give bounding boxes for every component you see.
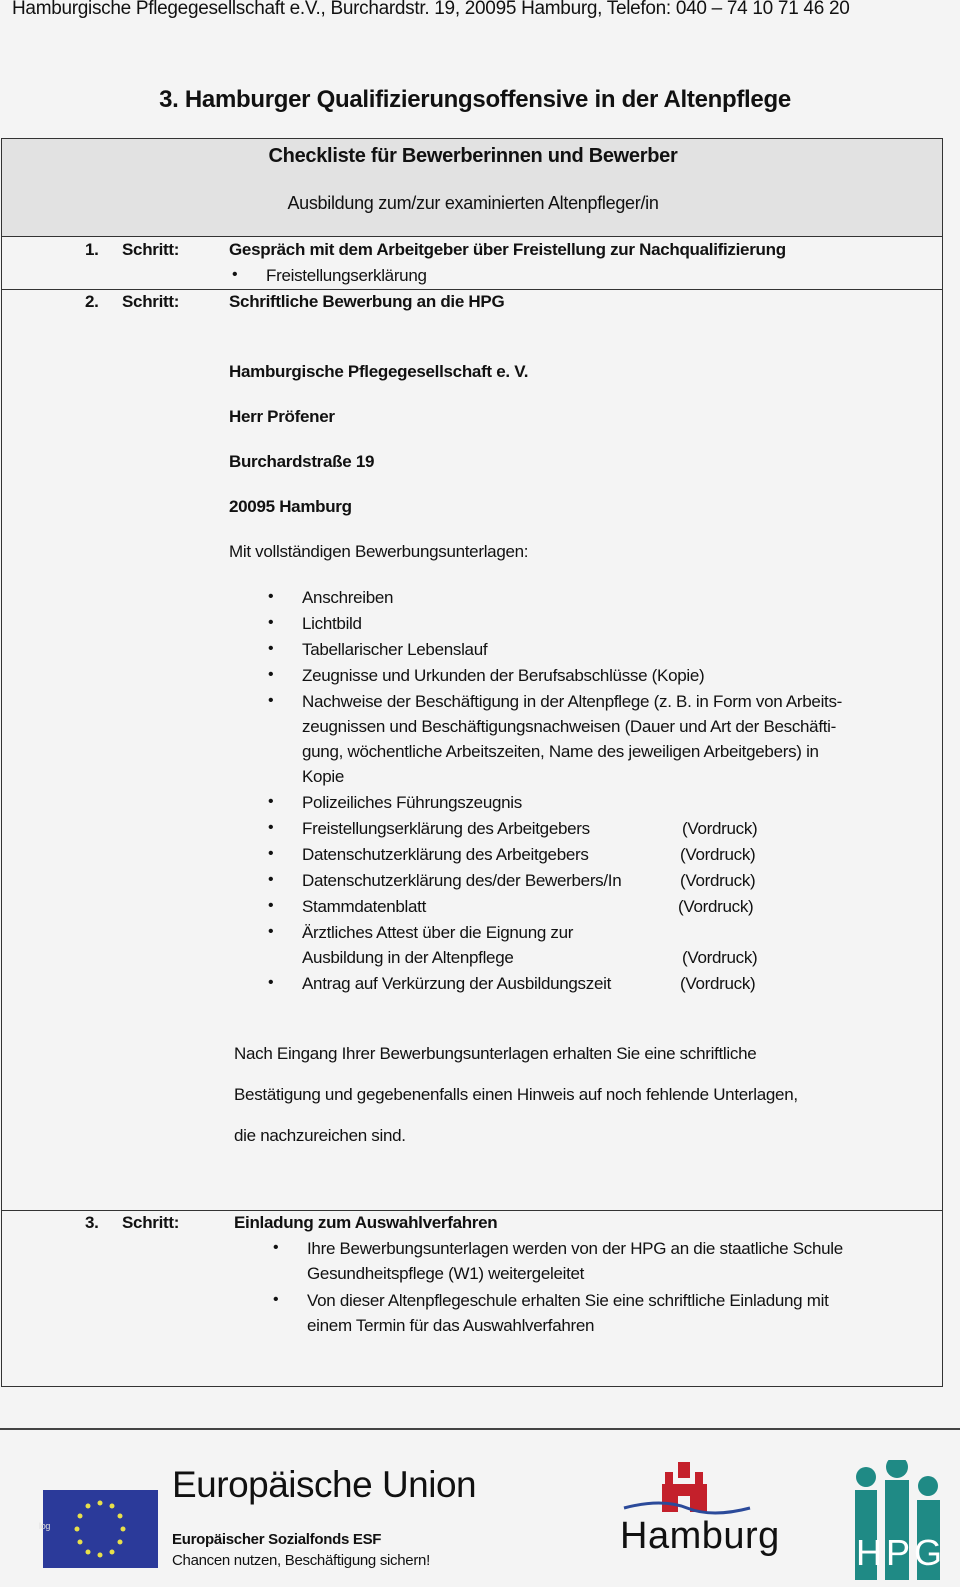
address-line: Hamburgische Pflegegesellschaft e. V. xyxy=(229,362,529,381)
form-label: Ausbildung in der Altenpflege xyxy=(302,948,514,967)
form-label: Freistellungserklärung des Arbeitgebers xyxy=(302,819,590,838)
eu-tag: log xyxy=(39,1521,51,1531)
address-line: Herr Pröfener xyxy=(229,407,335,426)
list-item: • Tabellarischer Lebenslauf xyxy=(302,640,487,660)
divider xyxy=(1,1210,943,1211)
table-border-right xyxy=(942,138,943,1387)
box-title: Checkliste für Bewerberinnen und Bewerber xyxy=(268,145,678,167)
list-item-cont: zeugnissen und Beschäftigungsnachweisen (Dauer und Art der Beschäfti- xyxy=(302,717,837,736)
list-item-cont: Gesundheitspflege (W1) weitergeleitet xyxy=(307,1264,585,1283)
divider xyxy=(1,289,943,290)
list-item-cont: Kopie xyxy=(302,767,344,786)
hamburg-castle-icon xyxy=(622,1462,752,1522)
note-text: Bestätigung und gegebenenfalls einen Hinweis auf noch fehlende Unterlagen, xyxy=(234,1085,798,1104)
form-tag: (Vordruck) xyxy=(680,974,756,993)
form-tag: (Vordruck) xyxy=(680,845,756,864)
list-item-cont: einem Termin für das Auswahlverfahren xyxy=(307,1316,595,1335)
list-item: • Von dieser Altenpflegeschule erhalten Sie eine schriftliche Einladung mit xyxy=(307,1291,829,1311)
eu-title: Europäische Union xyxy=(172,1464,477,1505)
step-label: Schritt: xyxy=(122,240,180,259)
address-line: 20095 Hamburg xyxy=(229,497,352,516)
list-item: • Ärztliches Attest über die Eignung zur xyxy=(302,923,573,943)
step-title: Schriftliche Bewerbung an die HPG xyxy=(229,292,505,311)
form-tag: (Vordruck) xyxy=(682,819,758,838)
step-label: Schritt: xyxy=(122,1213,180,1232)
list-item-cont: gung, wöchentliche Arbeitszeiten, Name des jeweiligen Arbeitgebers) in xyxy=(302,742,819,761)
address-line: Burchardstraße 19 xyxy=(229,452,375,471)
step-number: 3. xyxy=(85,1213,99,1232)
form-item xyxy=(302,948,782,968)
list-item: • Anschreiben xyxy=(302,588,393,608)
note-text: Nach Eingang Ihrer Bewerbungsunterlagen erhalten Sie eine schriftliche xyxy=(234,1044,757,1063)
table-border-left xyxy=(1,138,2,1387)
form-tag: (Vordruck) xyxy=(680,871,756,890)
list-item: • Ihre Bewerbungsunterlagen werden von der HPG an die staatliche Schule xyxy=(307,1239,843,1259)
step-number: 1. xyxy=(85,240,99,259)
eu-flag-icon xyxy=(39,1490,158,1568)
form-tag: (Vordruck) xyxy=(682,948,758,967)
hpg-wordmark: HPG xyxy=(856,1532,947,1573)
form-item xyxy=(302,819,782,839)
form-label: Antrag auf Verkürzung der Ausbildungszeit xyxy=(302,974,612,993)
header-line: Hamburgische Pflegegesellschaft e.V., Burchardstr. 19, 20095 Hamburg, Telefon: 040 – 74 10 71 46 20 xyxy=(12,0,850,19)
form-label: Datenschutzerklärung des Arbeitgebers xyxy=(302,845,589,864)
list-item: • Polizeiliches Führungszeugnis xyxy=(302,793,522,813)
box-subtitle: Ausbildung zum/zur examinierten Altenpfleger/in xyxy=(287,193,659,213)
eu-subtitle: Europäischer Sozialfonds ESF xyxy=(172,1531,382,1548)
step-title: Einladung zum Auswahlverfahren xyxy=(234,1213,498,1232)
list-item: • Nachweise der Beschäftigung in der Altenpflege (z. B. in Form von Arbeits- xyxy=(302,692,842,712)
list-item: • Zeugnisse und Urkunden der Berufsabschlüsse (Kopie) xyxy=(302,666,704,686)
note-text: die nachzureichen sind. xyxy=(234,1126,406,1145)
page-title: 3. Hamburger Qualifizierungsoffensive in der Altenpflege xyxy=(159,86,791,113)
footer-divider xyxy=(0,1428,960,1430)
form-label: Datenschutzerklärung des/der Bewerbers/In xyxy=(302,871,622,890)
form-item xyxy=(302,897,782,917)
list-item: • Lichtbild xyxy=(302,614,362,634)
checklist-header-box xyxy=(1,138,943,237)
form-item xyxy=(302,974,782,994)
form-item xyxy=(302,845,782,865)
form-tag: (Vordruck) xyxy=(678,897,754,916)
documents-intro: Mit vollständigen Bewerbungsunterlagen: xyxy=(229,542,529,561)
step-label: Schritt: xyxy=(122,292,180,311)
eu-slogan: Chancen nutzen, Beschäftigung sichern! xyxy=(172,1552,430,1569)
list-item: • Freistellungserklärung xyxy=(266,266,427,286)
form-label: Stammdatenblatt xyxy=(302,897,427,916)
form-item xyxy=(302,871,782,891)
step-title: Gespräch mit dem Arbeitgeber über Freistellung zur Nachqualifizierung xyxy=(229,240,786,259)
divider xyxy=(1,1386,943,1387)
hamburg-wordmark: Hamburg xyxy=(620,1515,780,1557)
step-number: 2. xyxy=(85,292,99,311)
